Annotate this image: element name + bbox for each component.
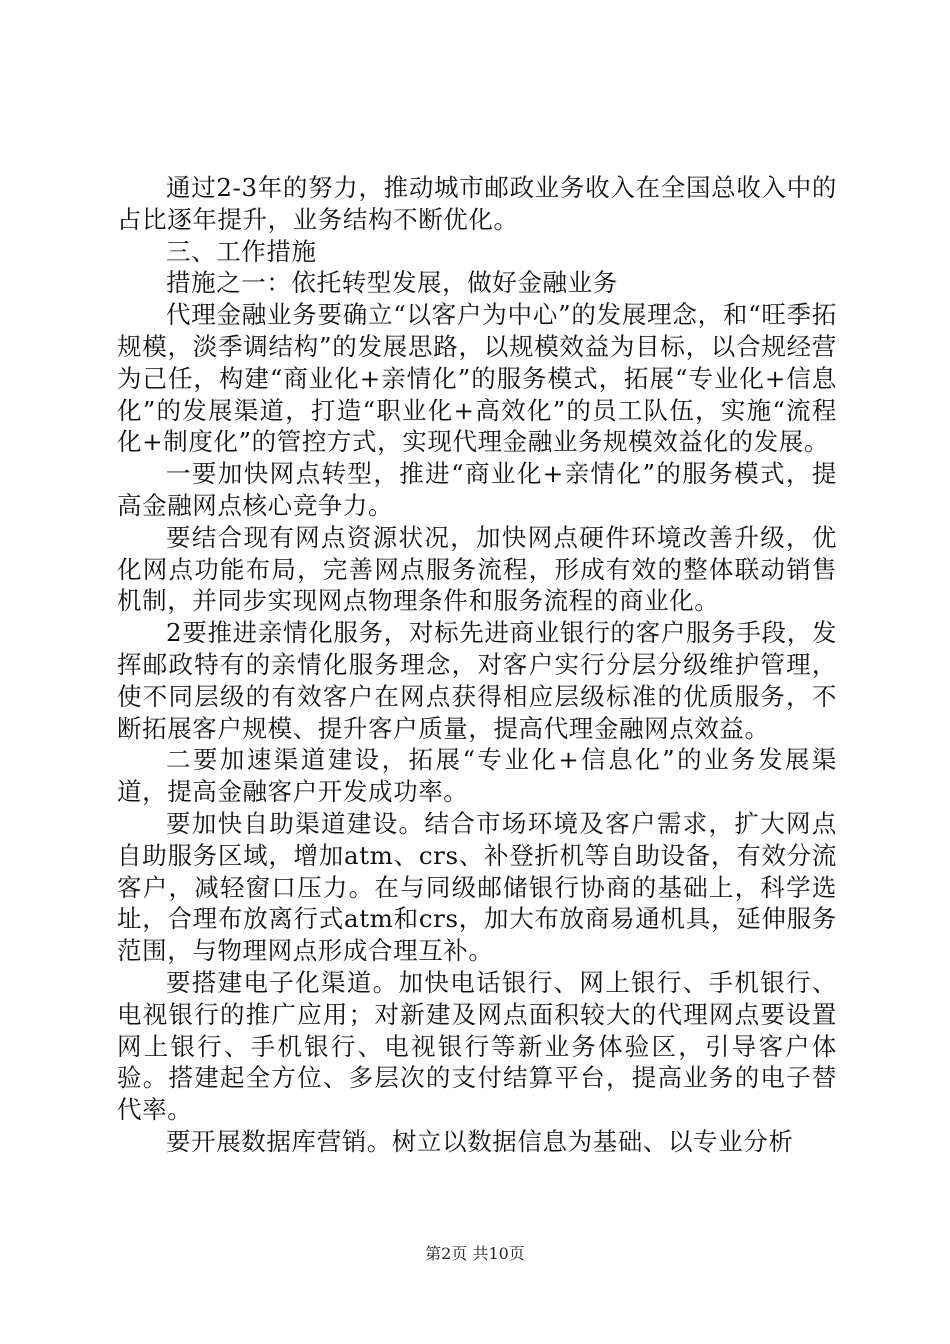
section-heading: 三、工作措施 — [166, 236, 317, 266]
document-body — [117, 172, 837, 1158]
page-number-footer: 第2页 共10页 — [425, 1244, 525, 1263]
paragraph-outlet-resources: 要结合现有网点资源状况，加快网点硬件环境改善升级，优化网点功能布局，完善网点服务流程，形成有效的整体联动销售机制，并同步实现网点物理条件和服务流程的商业化。 — [117, 522, 837, 616]
paragraph-database-marketing: 要开展数据库营销。树立以数据信息为基础、以专业分析 — [166, 1126, 794, 1156]
paragraph-finance-concept: 代理金融业务要确立“以客户为中心”的发展理念，和“旺季拓规模，淡季调结构”的发展思路，以规模效益为目标，以合规经营为己任，构建“商业化+亲情化”的服务模式，拓展“专业化+信息化”的发展渠道，打造“职业化+高效化”的员工队伍，实施“流程化+制度化”的管控方式，实现代理金融业务规模效益化的发展。 — [117, 300, 837, 457]
paragraph-affinity-service: 2要推进亲情化服务，对标先进商业银行的客户服务手段，发挥邮政特有的亲情化服务理念，对客户实行分层分级维护管理，使不同层级的有效客户在网点获得相应层级标准的优质服务，不断拓展客户规模、提升客户质量，提高代理金融网点效益。 — [117, 618, 837, 743]
paragraph-electronic-channel: 要搭建电子化渠道。加快电话银行、网上银行、手机银行、电视银行的推广应用；对新建及网点面积较大的代理网点要设置网上银行、手机银行、电视银行等新业务体验区，引导客户体验。搭建起全方位、多层次的支付结算平台，提高业务的电子替代率。 — [117, 967, 837, 1125]
paragraph-self-service: 要加快自助渠道建设。结合市场环境及客户需求，扩大网点自助服务区域，增加atm、crs、补登折机等自助设备，有效分流客户，减轻窗口压力。在与同级邮储银行协商的基础上，科学选址，合理布放离行式atm和crs，加大布放商易通机具，延伸服务范围，与物理网点形成合理互补。 — [117, 808, 837, 966]
paragraph-outlet-transformation: 一要加快网点转型，推进“商业化+亲情化”的服务模式，提高金融网点核心竞争力。 — [117, 459, 837, 520]
paragraph-intro: 通过2-3年的努力，推动城市邮政业务收入在全国总收入中的占比逐年提升，业务结构不断优化。 — [117, 173, 837, 234]
paragraph-channel-building: 二要加速渠道建设，拓展“专业化+信息化”的业务发展渠道，提高金融客户开发成功率。 — [117, 745, 837, 807]
measure-heading: 措施之一：依托转型发展，做好金融业务 — [166, 268, 618, 298]
